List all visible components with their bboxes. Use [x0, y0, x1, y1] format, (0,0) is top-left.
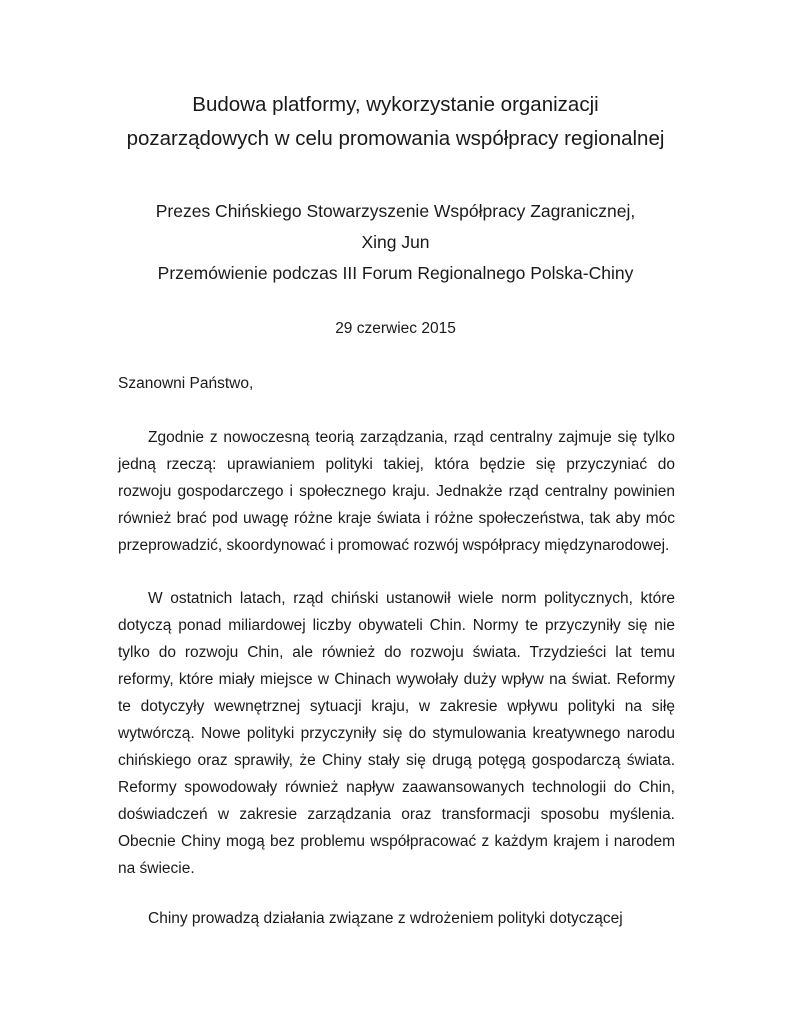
paragraph-1: Zgodnie z nowoczesną teorią zarządzania, rząd centralny zajmuje się tylko jedną rzeczą: uprawianiem polityki takiej, która będzie się przyczyniać do rozwoju gospodarczego i społecznego kraju. Jednakże rząd centralny powinien również brać pod uwagę różne kraje świata i różne społeczeństwa, tak aby móc przeprowadzić, skoordynować i promować rozwój współpracy międzynarodowej.: [118, 429, 675, 554]
paragraph-3: Chiny prowadzą działania związane z wdrożeniem polityki dotyczącej: [148, 910, 623, 927]
speech-occasion: Przemówienie podczas III Forum Regionalnego Polska-Chiny: [157, 263, 634, 283]
paragraph-2: W ostatnich latach, rząd chiński ustanowił wiele norm politycznych, które dotyczą ponad miliardowej liczby obywateli Chin. Normy te przyczyniły się nie tylko do rozwoju Chin, ale również do rozwoju świata. Trzydzieści lat temu reformy, które miały miejsce w Chinach wywołały duży wpływ na świat. Reformy te dotyczyły wewnętrznej sytuacji kraju, w zakresie wpływu polityki na siłę wytwórczą. Nowe polityki przyczyniły się do stymulowania kreatywnego narodu chińskiego oraz sprawiły, że Chiny stały się drugą potęgą gospodarczą świata. Reformy spowodowały również napływ zaawansowanych technologii do Chin, doświadczeń w zakresie zarządzania oraz transformacji sposobu myślenia. Obecnie Chiny mogą bez problemu współpracować z każdym krajem i narodem na świecie.: [118, 590, 675, 877]
speaker-position: Prezes Chińskiego Stowarzyszenie Współpracy Zagranicznej,: [155, 201, 636, 221]
speaker-name: Xing Jun: [361, 232, 430, 252]
speaker-block: [80, 196, 711, 289]
title-line-2: pozarządowych w celu promowania współpracy regionalnej: [126, 127, 665, 150]
title-line-1: Budowa platformy, wykorzystanie organizacji: [192, 93, 599, 116]
document-title: [80, 88, 711, 156]
salutation: Szanowni Państwo,: [118, 375, 254, 392]
speech-date: 29 czerwiec 2015: [335, 320, 456, 337]
